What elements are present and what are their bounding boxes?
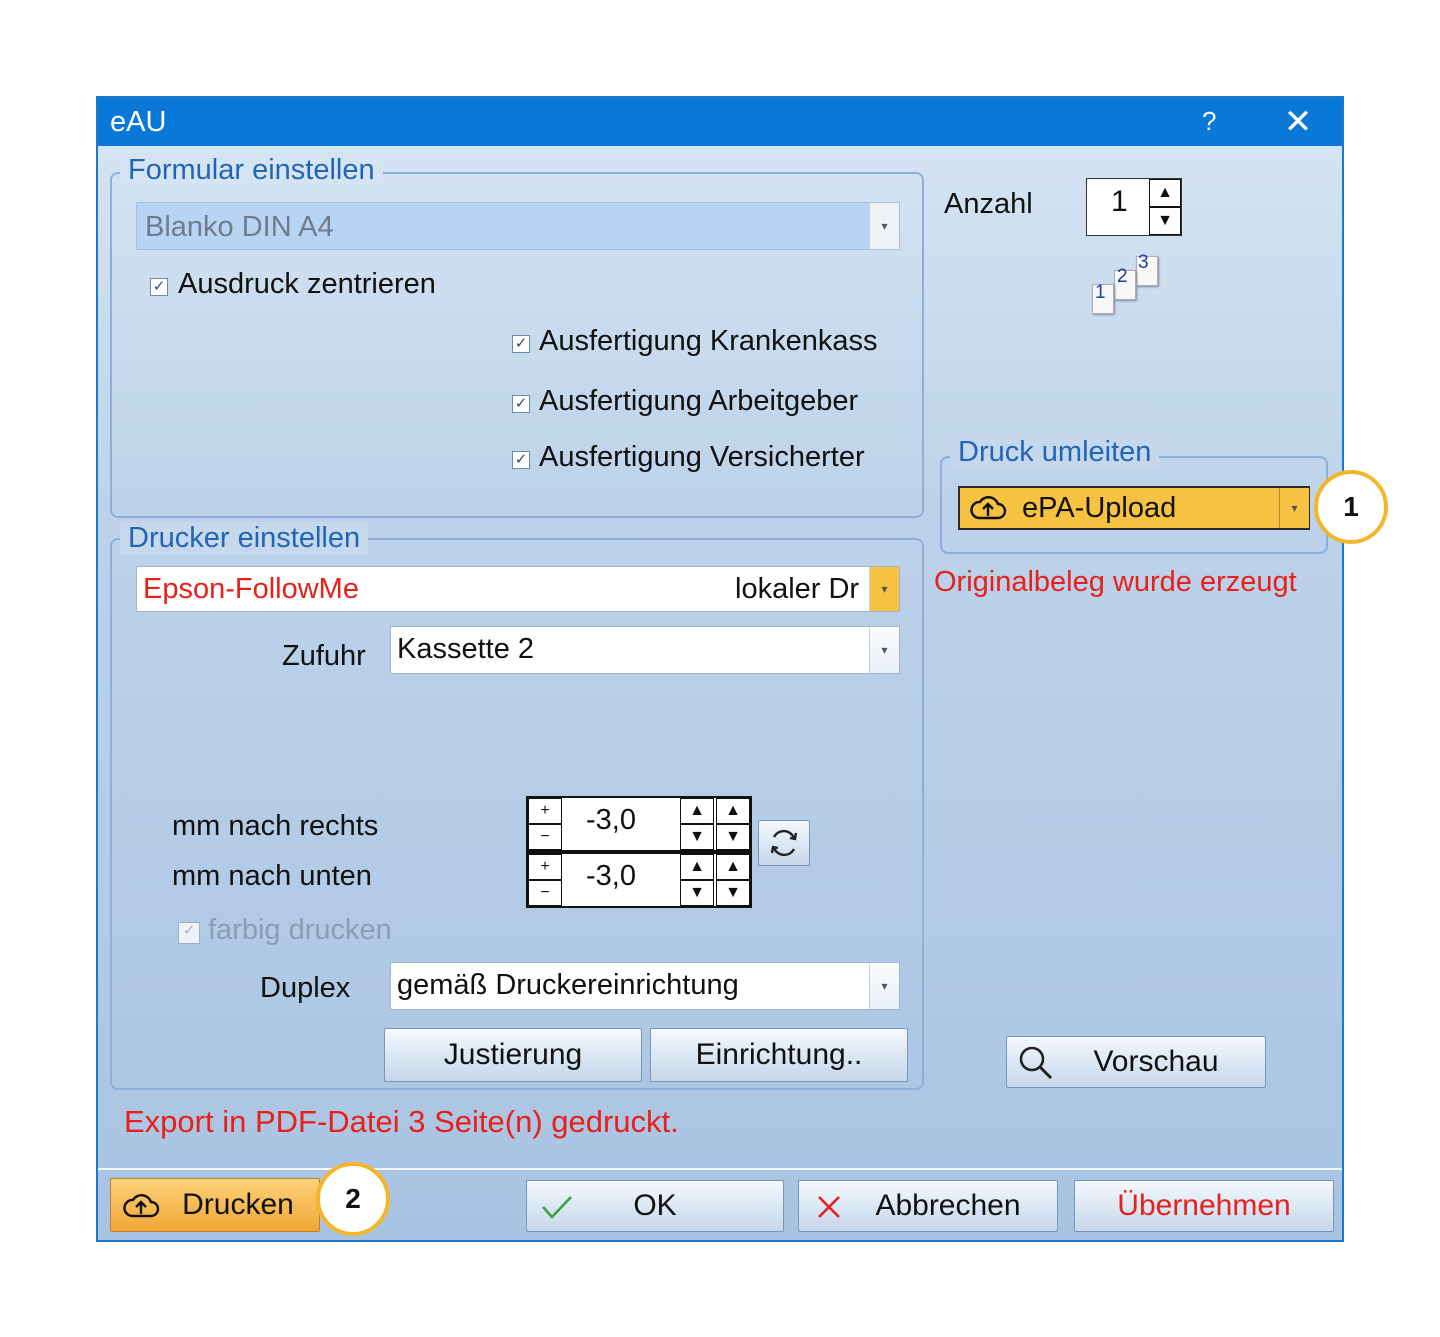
arrow-down-icon: ▼ (725, 828, 741, 845)
arrow-up-icon: ▲ (725, 802, 741, 819)
redirect-status: Originalbeleg wurde erzeugt (934, 566, 1297, 598)
close-button[interactable]: ✕ (1283, 103, 1313, 141)
anzahl-value: 1 (1111, 185, 1128, 218)
arrow-down-icon: ▼ (689, 884, 705, 901)
callout-2 (316, 1162, 390, 1236)
form-select[interactable] (136, 202, 900, 250)
zufuhr-select[interactable] (390, 626, 900, 674)
copy-label-versicherter: Ausfertigung Versicherter (539, 441, 865, 473)
plus-icon: + (540, 858, 550, 875)
printer-select[interactable] (136, 566, 900, 612)
arrow-down-icon: ▼ (725, 884, 741, 901)
zufuhr-value: Kassette 2 (397, 633, 535, 665)
form-select-value: Blanko DIN A4 (145, 211, 334, 243)
ok-label: OK (633, 1189, 677, 1222)
offset-down-down-fine[interactable] (680, 880, 714, 906)
offset-down-down[interactable] (716, 880, 750, 906)
drucken-button[interactable] (110, 1178, 320, 1232)
abbrechen-button[interactable] (798, 1180, 1058, 1232)
einrichtung-button[interactable] (650, 1028, 908, 1082)
anzahl-up-button[interactable] (1149, 179, 1181, 207)
einrichtung-label: Einrichtung.. (695, 1038, 863, 1071)
uebernehmen-label: Übernehmen (1117, 1189, 1291, 1222)
offset-right-minus[interactable] (528, 824, 562, 850)
color-print-label: farbig drucken (208, 914, 392, 946)
page-number-2: 2 (1117, 266, 1128, 287)
vorschau-button[interactable] (1006, 1036, 1266, 1088)
page-number-1: 1 (1095, 282, 1106, 303)
plus-icon: + (540, 802, 550, 819)
redirect-select[interactable] (958, 486, 1310, 530)
arrow-up-icon: ▲ (725, 858, 741, 875)
offset-right-up-fine[interactable] (680, 798, 714, 824)
chevron-down-icon[interactable]: ▾ (869, 567, 899, 611)
page-number-3: 3 (1138, 252, 1149, 273)
redirect-value: ePA-Upload (1022, 492, 1177, 524)
callout-1 (1314, 470, 1388, 544)
duplex-label: Duplex (260, 972, 351, 1004)
cloud-upload-icon (121, 1189, 161, 1223)
copy-checkbox-arbeitgeber[interactable]: ✓ (512, 395, 530, 413)
ok-button[interactable] (526, 1180, 784, 1232)
arrow-up-icon: ▲ (689, 802, 705, 819)
printer-type: lokaler Dr (735, 573, 860, 605)
printer-name: Epson-FollowMe (143, 573, 359, 605)
offset-down-spinner[interactable] (526, 852, 752, 908)
offset-right-value: -3,0 (586, 804, 636, 836)
offset-down-label: mm nach unten (172, 860, 372, 892)
offset-right-plus[interactable] (528, 798, 562, 824)
eau-dialog (96, 96, 1359, 1242)
arrow-up-icon: ▲ (1157, 184, 1173, 201)
minus-icon: − (540, 884, 550, 901)
export-status: Export in PDF-Datei 3 Seite(n) gedruckt. (124, 1104, 679, 1139)
anzahl-down-button[interactable] (1149, 207, 1181, 235)
zufuhr-label: Zufuhr (282, 640, 366, 672)
title-bar (98, 98, 1342, 146)
x-icon (815, 1193, 843, 1221)
offset-right-down-fine[interactable] (680, 824, 714, 850)
copies-pages-icon (1092, 252, 1172, 332)
justierung-label: Justierung (443, 1038, 583, 1071)
offset-right-down[interactable] (716, 824, 750, 850)
duplex-select[interactable] (390, 962, 900, 1010)
color-print-checkbox[interactable]: ✓ (178, 922, 200, 944)
copy-checkbox-versicherter[interactable]: ✓ (512, 451, 530, 469)
offset-down-value: -3,0 (586, 860, 636, 892)
justierung-button[interactable] (384, 1028, 642, 1082)
copy-checkbox-krankenkasse[interactable]: ✓ (512, 335, 530, 353)
chevron-down-icon[interactable]: ▾ (869, 627, 899, 673)
uebernehmen-button[interactable] (1074, 1180, 1334, 1232)
chevron-down-icon[interactable]: ▾ (1279, 488, 1309, 528)
vorschau-label: Vorschau (1093, 1045, 1219, 1078)
minus-icon: − (540, 828, 550, 845)
offset-right-label: mm nach rechts (172, 810, 379, 842)
center-checkbox[interactable]: ✓ (150, 278, 168, 296)
reset-offset-button[interactable] (758, 820, 810, 866)
offset-right-up[interactable] (716, 798, 750, 824)
callout-2-number: 2 (345, 1183, 361, 1214)
arrow-up-icon: ▲ (689, 858, 705, 875)
offset-down-up-fine[interactable] (680, 854, 714, 880)
window-title: eAU (110, 106, 167, 138)
offset-right-spinner[interactable] (526, 796, 752, 852)
arrow-down-icon: ▼ (689, 828, 705, 845)
abbrechen-label: Abbrechen (875, 1189, 1021, 1222)
formular-legend: Formular einstellen (120, 154, 383, 187)
magnifier-icon (1017, 1044, 1055, 1082)
footer-separator (98, 1168, 1342, 1170)
drucken-label: Drucken (182, 1188, 294, 1221)
anzahl-label: Anzahl (944, 188, 1033, 220)
drucker-legend: Drucker einstellen (120, 522, 368, 555)
duplex-value: gemäß Druckereinrichtung (397, 969, 739, 1001)
callout-1-number: 1 (1343, 491, 1359, 522)
copy-label-arbeitgeber: Ausfertigung Arbeitgeber (539, 385, 859, 417)
offset-down-plus[interactable] (528, 854, 562, 880)
offset-down-minus[interactable] (528, 880, 562, 906)
help-button[interactable]: ? (1202, 106, 1217, 136)
offset-down-up[interactable] (716, 854, 750, 880)
redirect-legend: Druck umleiten (950, 436, 1159, 469)
chevron-down-icon[interactable]: ▾ (869, 203, 899, 249)
anzahl-spinner[interactable] (1086, 178, 1182, 236)
center-checkbox-label: Ausdruck zentrieren (178, 268, 436, 300)
copy-label-krankenkasse: Ausfertigung Krankenkass (539, 325, 878, 357)
arrow-down-icon: ▼ (1157, 212, 1173, 229)
refresh-icon (766, 825, 802, 861)
checkmark-icon (539, 1191, 575, 1223)
chevron-down-icon[interactable]: ▾ (869, 963, 899, 1009)
cloud-upload-icon (968, 491, 1008, 533)
